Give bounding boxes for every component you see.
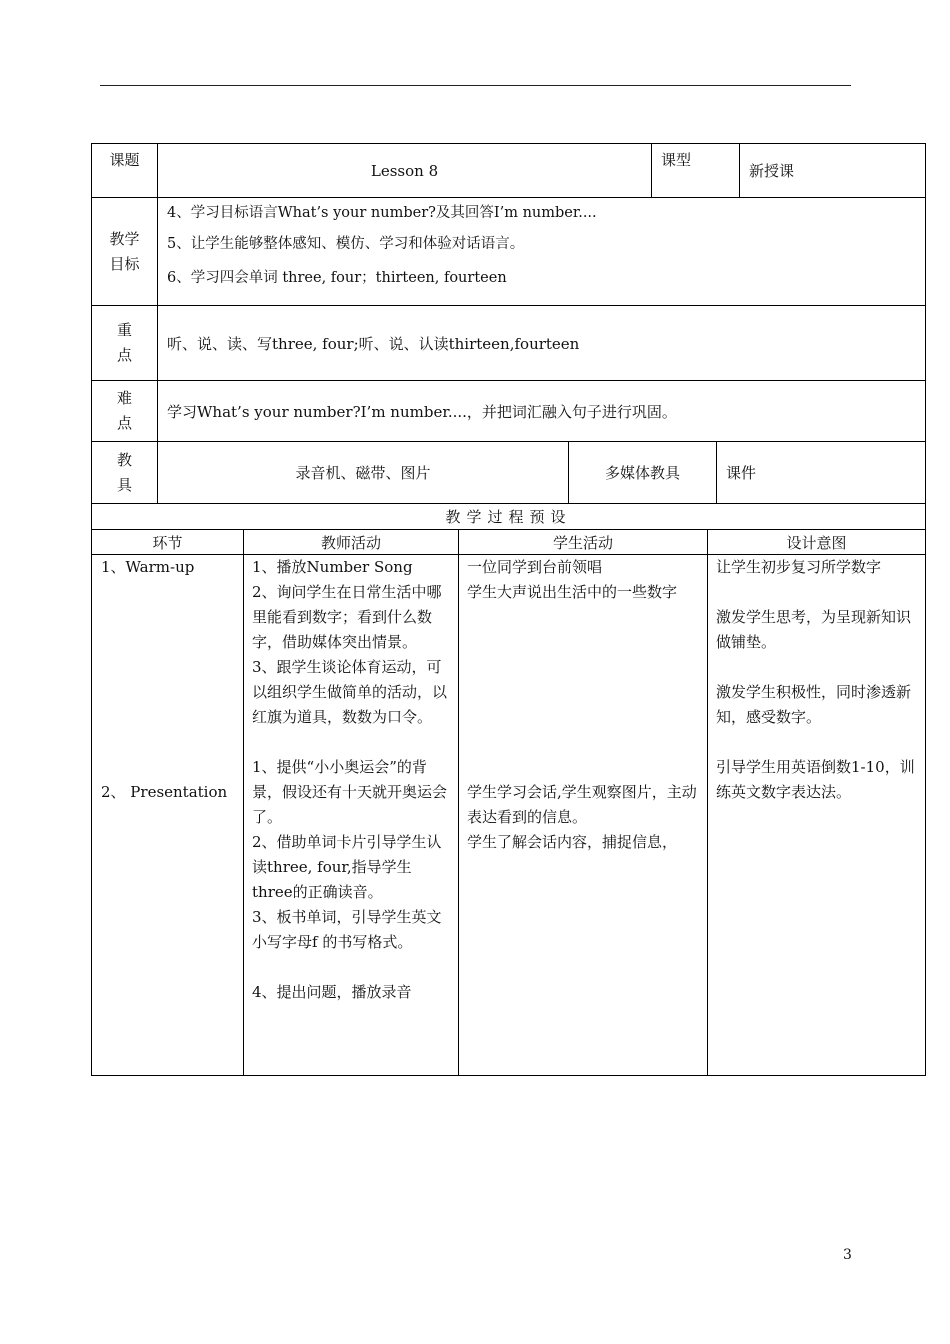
column-header: 环节: [92, 530, 244, 555]
column-header: 学生活动: [459, 530, 708, 555]
key-points-label: [92, 306, 158, 381]
type-label: 课型: [652, 144, 740, 198]
difficulties-label: [92, 381, 158, 442]
key-points-label-2: 点: [116, 346, 132, 364]
teacher-activity-cell: [244, 555, 459, 1076]
key-points-text: 听、说、读、写three, four;听、说、认读thirteen,fourteen: [158, 306, 926, 381]
process-table: [91, 503, 926, 1076]
objectives-label: [92, 198, 158, 306]
type-value: 新授课: [740, 144, 926, 198]
aids-row: [92, 442, 926, 504]
teacher-activity: 3、板书单词，引导学生英文小写字母f 的书写格式。: [252, 908, 442, 951]
objectives-row: [92, 198, 926, 306]
spacer: [716, 580, 919, 605]
design-intent: 激发学生积极性，同时渗透新知，感受数字。: [716, 683, 912, 726]
column-header: 教师活动: [244, 530, 459, 555]
spacer: [716, 655, 919, 680]
teacher-activity: 2、询问学生在日常生活中哪里能看到数字；看到什么数字，借助媒体突出情景。: [252, 583, 442, 651]
spacer: [252, 955, 452, 980]
student-block-1: [467, 555, 701, 780]
key-points-row: [92, 306, 926, 381]
lesson-info-table: [91, 143, 926, 442]
student-activity: 学生大声说出生活中的一些数字: [467, 583, 678, 601]
teacher-activity: 3、跟学生谈论体育运动，可以组织学生做简单的活动，以红旗为道具，数数为口令。: [252, 658, 448, 726]
process-header-row: [92, 530, 926, 555]
objective-item: 4、学习目标语言What’s your number?及其回答I’m number....: [167, 205, 597, 221]
multimedia-value: 课件: [717, 442, 926, 504]
stage-item: 1、Warm-up: [101, 558, 195, 576]
difficulties-text: 学习What’s your number?I’m number....，并把词汇融入句子进行巩固。: [158, 381, 926, 442]
objectives-cell: [158, 198, 926, 306]
student-activity-cell: [459, 555, 708, 1076]
aids-label-1: 教: [116, 450, 132, 469]
aids-label: [92, 442, 158, 504]
difficulties-label-1: 难: [116, 389, 132, 407]
teacher-activity: 1、播放Number Song: [252, 558, 413, 576]
design-intent: 激发学生思考，为呈现新知识做铺垫。: [716, 608, 912, 651]
aids-value: 录音机、磁带、图片: [158, 442, 569, 504]
header-rule: [100, 85, 851, 86]
aids-table: [91, 441, 926, 504]
objective-item: 5、让学生能够整体感知、模仿、学习和体验对话语言。: [167, 236, 525, 252]
topic-label: 课题: [92, 144, 158, 198]
topic-row: [92, 144, 926, 198]
design-intent-cell: [708, 555, 926, 1076]
difficulties-label-2: 点: [116, 414, 132, 432]
process-body-row: [92, 555, 926, 1076]
process-title: 教学过程预设: [92, 504, 926, 530]
design-intent: 引导学生用英语倒数1-10，训练英文数字表达法。: [716, 758, 915, 801]
design-intent: 让学生初步复习所学数字: [716, 558, 882, 576]
aids-label-2: 具: [116, 475, 132, 494]
process-title-row: [92, 504, 926, 530]
teacher-activity: 4、提出问题，播放录音: [252, 983, 412, 1001]
student-activity: 一位同学到台前领唱: [467, 558, 603, 576]
teacher-activity: 1、提供“小小奥运会”的背景，假设还有十天就开奥运会了。: [252, 758, 448, 826]
spacer: [252, 730, 452, 755]
topic-value: Lesson 8: [158, 144, 652, 198]
student-activity: 学生学习会话,学生观察图片，主动表达看到的信息。: [467, 783, 697, 826]
column-header: 设计意图: [708, 530, 926, 555]
difficulties-row: [92, 381, 926, 442]
key-points-label-1: 重: [116, 321, 132, 339]
objective-item: 6、学习四会单词 three, four；thirteen, fourteen: [167, 270, 507, 286]
stage-item: 2、 Presentation: [101, 783, 228, 801]
student-activity: 学生了解会话内容，捕捉信息，: [467, 833, 678, 851]
teacher-activity: 2、借助单词卡片引导学生认读three, four,指导学生three的正确读音。: [252, 833, 442, 901]
stage-cell: [92, 555, 244, 1076]
multimedia-label: 多媒体教具: [569, 442, 717, 504]
objectives-label-text: 教学目标: [109, 229, 140, 273]
page-number: 3: [843, 1247, 852, 1263]
